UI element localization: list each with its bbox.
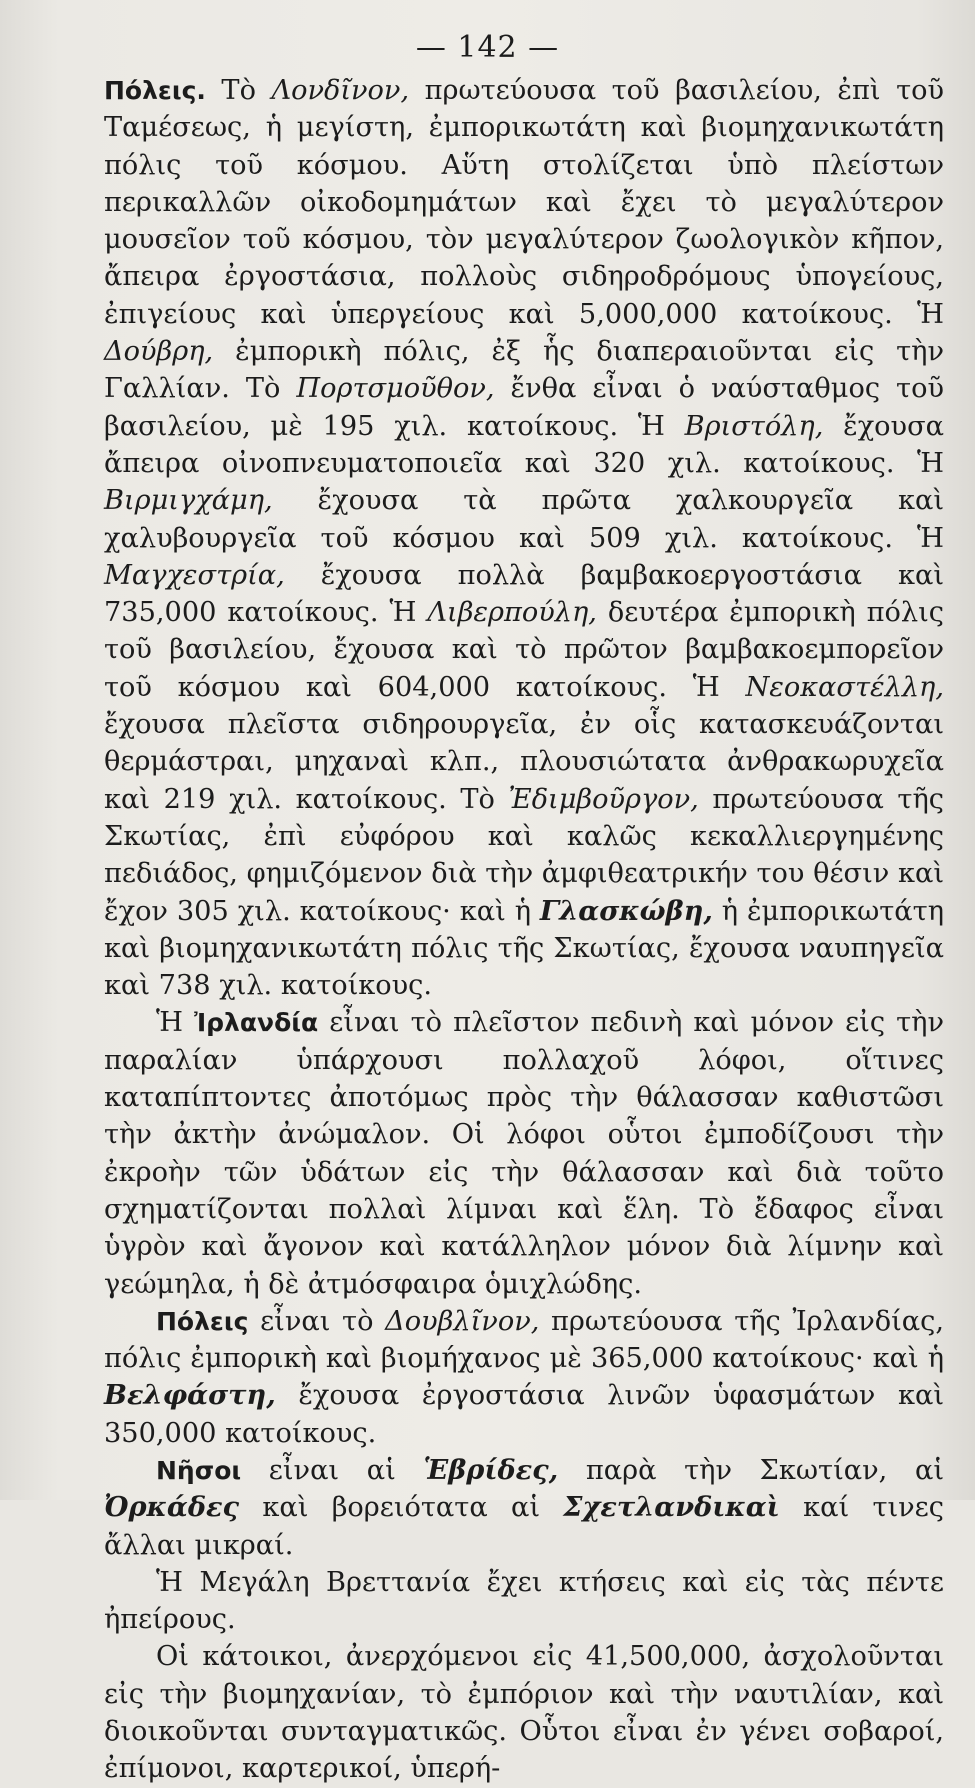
- island-name: Ὀρκάδες: [104, 1491, 240, 1524]
- text-run: ἔχουσα πολλὰ βαμβακοεργοστάσια καὶ 735,000 κατοίκους. Ἡ: [104, 559, 944, 629]
- text-run: ἔχουσα πλεῖστα σιδηρουργεῖα, ἐν οἷς κατασκευάζονται θερμάστραι, μηχαναὶ κλπ., πλουσιώτατα ἀνθρακωρυχεῖα καὶ 219 χιλ. κατοίκους. Τὸ: [104, 709, 944, 815]
- text-run: πρωτεύουσα τῆς Ἰρλανδίας, πόλις ἐμπορικὴ καὶ βιομήχανος μὲ 365,000 κατοίκους· καὶ ἡ: [104, 1305, 944, 1375]
- text-run: ἔνθα εἶναι ὁ ναύσταθμος τοῦ βασιλείου, μὲ 195 χιλ. κατοίκους. Ἡ: [104, 373, 944, 442]
- text-run: ἐμπορικὴ πόλις, ἐξ ἧς διαπεραιοῦνται εἰς τὴν Γαλλίαν. Τὸ: [104, 336, 944, 405]
- paragraph-cities-ireland: [104, 1303, 944, 1452]
- section-heading-cities: Πόλεις: [156, 1306, 249, 1336]
- paragraph-cities-england: [104, 72, 944, 1004]
- text-run: δευτέρα ἐμπορικὴ πόλις τοῦ βασιλείου, ἔχουσα καὶ τὸ πρῶτον βαμβακοεμπορεῖον τοῦ κόσμου καὶ 604,000 κατοίκους. Ἡ: [104, 597, 944, 703]
- text-run: εἶναι τὸ πλεῖστον πεδινὴ καὶ μόνον εἰς τὴν παραλίαν ὑπάρχουσι πολλαχοῦ λόφοι, οἵτινες καταπίπτοντες ἀποτόμως πρὸς τὴν θάλασσαν καθιστῶσι τὴν ἀκτὴν ἀνώμαλον. Οἱ λόφοι οὗτοι ἐμποδίζουσι τὴν ἐκροὴν τῶν ὑδάτων εἰς τὴν θάλασσαν καὶ διὰ τοῦτο σχηματίζονται πολλαὶ λίμναι καὶ ἕλη. Τὸ ἔδαφος εἶναι ὑγρὸν καὶ ἄγονον καὶ κατάλληλον μόνον διὰ λίμνην καὶ γεώμηλα, ἡ δὲ ἀτμόσφαιρα ὁμιχλώδης.: [104, 1007, 944, 1300]
- city-name: Πορτσμοῦθον,: [296, 373, 495, 405]
- paragraph-ireland: [104, 1004, 944, 1302]
- section-heading-ireland: Ἰρλανδία: [194, 1008, 319, 1038]
- text-run: πρωτεύουσα τῆς Σκωτίας, ἐπὶ εὐφόρου καὶ καλῶς κεκαλλιεργημένης πεδιάδος, φημιζόμενον διὰ τὴν ἀμφιθεατρικήν του θέσιν καὶ ἔχον 305 χιλ. κατοίκους· καὶ ἡ: [104, 783, 944, 927]
- text-run: παρὰ τὴν Σκωτίαν, αἱ: [558, 1454, 944, 1486]
- city-name: Βιρμιγχάμη,: [104, 485, 273, 517]
- page-number: — 142 —: [415, 30, 560, 65]
- text-run: καὶ βορειότατα αἱ: [239, 1492, 564, 1524]
- city-name: Βριστόλη,: [684, 410, 824, 442]
- island-name: Σχετλανδικαὶ: [563, 1491, 780, 1524]
- section-heading-cities: Πόλεις.: [104, 76, 206, 105]
- text-run: πρωτεύουσα τοῦ βασιλείου, ἐπὶ τοῦ Ταμέσεως, ἡ μεγίστη, ἐμπορικωτάτη καὶ βιομηχανικωτάτη πόλις τοῦ κόσμου. Αὕτη στολίζεται ὑπὸ πλείστων περικαλλῶν οἰκοδομημάτων καὶ ἔχει τὸ μεγαλύτερον μουσεῖον τοῦ κόσμου, τὸν μεγαλύτερον ζωολογικὸν κῆπον, ἄπειρα ἐργοστάσια, πολλοὺς σιδηροδρόμους ὑπογείους, ἐπιγείους καὶ ὑπεργείους καὶ 5,000,000 κατοίκους. Ἡ: [104, 75, 945, 330]
- island-name: Ἑβρίδες,: [423, 1453, 559, 1486]
- city-name: Ἐδιμβοῦργον,: [508, 783, 699, 815]
- text-run: εἶναι αἱ: [241, 1454, 424, 1486]
- city-name: Νεοκαστέλλη,: [745, 671, 944, 703]
- text-run: ἔχουσα τὰ πρῶτα χαλκουργεῖα καὶ χαλυβουργεῖα τοῦ κόσμου καὶ 509 χιλ. κατοίκους. Ἡ: [104, 485, 944, 554]
- paragraph-inhabitants: Οἱ κάτοικοι, ἀνερχόμενοι εἰς 41,500,000, ἀσχολοῦνται εἰς τὴν βιομηχανίαν, τὸ ἐμπόριον καὶ τὴν ναυτιλίαν, καὶ διοικοῦνται συνταγματικῶς. Οὗτοι εἶναι ἐν γένει σοβαροί, ἐπίμονοι, καρτερικοί, ὑπερή-: [104, 1641, 944, 1785]
- text-run: καί τινες ἄλλαι μικραί.: [104, 1492, 944, 1561]
- text-run: εἶναι τὸ: [248, 1305, 386, 1337]
- text-run: ἔχουσα ἄπειρα οἰνοπνευματοποιεῖα καὶ 320 χιλ. κατοίκους. Ἡ: [104, 410, 944, 479]
- city-name: Δούβρη,: [104, 336, 214, 368]
- paragraph-islands: [104, 1452, 944, 1564]
- section-heading-islands: Νῆσοι: [156, 1455, 242, 1485]
- paragraph-possessions: Ἡ Μεγάλη Βρεττανία ἔχει κτήσεις καὶ εἰς τὰς πέντε ἠπείρους.: [104, 1566, 944, 1636]
- body-text: [104, 72, 944, 1788]
- city-name: Λιβερπούλη,: [427, 597, 597, 629]
- text-run: Τὸ: [205, 75, 272, 106]
- city-name: Μαγχεστρία,: [104, 559, 285, 591]
- text-run: Ἡ: [156, 1007, 195, 1039]
- city-name: Βελφάστη,: [104, 1379, 276, 1412]
- city-name: Λονδῖνον,: [271, 75, 410, 106]
- text-run: ἡ ἐμπορικωτάτη καὶ βιομηχανικωτάτη πόλις τῆς Σκωτίας, ἔχουσα ναυπηγεῖα καὶ 738 χιλ. κατοίκους.: [104, 895, 944, 1002]
- city-name: Γλασκώβη,: [539, 894, 713, 927]
- city-name: Δουβλῖνον,: [385, 1305, 540, 1337]
- text-run: ἔχουσα ἐργοστάσια λινῶν ὑφασμάτων καὶ 350,000 κατοίκους.: [104, 1380, 944, 1449]
